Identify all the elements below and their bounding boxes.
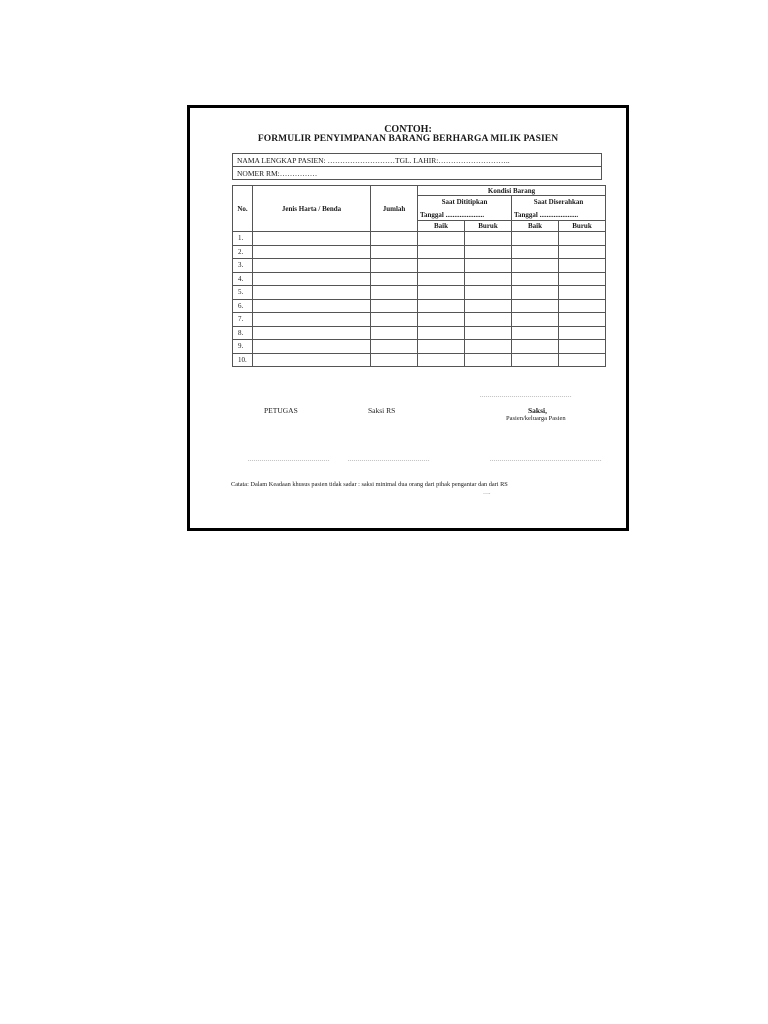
row-number: 4. (233, 272, 253, 286)
row-item (253, 340, 371, 354)
row-item (253, 299, 371, 313)
table-row (233, 272, 606, 286)
row-return-good (512, 299, 559, 313)
row-qty (371, 272, 418, 286)
signature-line-saksi-rs: ......................................... (348, 457, 430, 463)
form-subtitle: FORMULIR PENYIMPANAN BARANG BERHARGA MILIK PASIEN (257, 134, 559, 144)
row-qty (371, 340, 418, 354)
header-no: No. (233, 186, 253, 232)
header-deposit (418, 196, 512, 221)
table-row (233, 353, 606, 367)
table-row (233, 245, 606, 259)
row-qty (371, 232, 418, 246)
footer-note-dots: …. (483, 490, 491, 496)
row-return-bad (559, 313, 606, 327)
row-qty (371, 326, 418, 340)
row-deposit-good (418, 259, 465, 273)
table-row (233, 313, 606, 327)
patient-name-field: NAMA LENGKAP PASIEN: ………………………TGL. LAHIR:……………………….. (233, 154, 602, 167)
row-return-bad (559, 272, 606, 286)
return-date: Tanggal ...................... (514, 211, 579, 219)
row-deposit-bad (465, 353, 512, 367)
saksi-sub-label: Pasien/keluarga Pasien (506, 415, 566, 422)
row-deposit-good (418, 286, 465, 300)
row-number: 7. (233, 313, 253, 327)
row-return-good (512, 245, 559, 259)
saksi-label: Saksi, (528, 406, 547, 415)
table-row (233, 326, 606, 340)
row-number: 10. (233, 353, 253, 367)
row-item (253, 326, 371, 340)
row-deposit-good (418, 340, 465, 354)
row-return-good (512, 313, 559, 327)
row-return-bad (559, 286, 606, 300)
header-deposit-good: Baik (418, 221, 465, 232)
row-return-bad (559, 326, 606, 340)
row-qty (371, 286, 418, 300)
row-item (253, 286, 371, 300)
form-document (187, 105, 629, 531)
row-deposit-bad (465, 259, 512, 273)
row-qty (371, 313, 418, 327)
item-rows (233, 232, 606, 367)
row-return-good (512, 259, 559, 273)
patient-rm-field: NOMER RM:…………… (233, 167, 602, 180)
row-item (253, 259, 371, 273)
header-return (512, 196, 606, 221)
row-return-bad (559, 232, 606, 246)
row-deposit-bad (465, 272, 512, 286)
row-number: 8. (233, 326, 253, 340)
table-row (233, 299, 606, 313)
row-item (253, 272, 371, 286)
header-deposit-bad: Buruk (465, 221, 512, 232)
row-deposit-good (418, 299, 465, 313)
signature-line-petugas: ......................................... (248, 457, 330, 463)
row-number: 2. (233, 245, 253, 259)
header-return-good: Baik (512, 221, 559, 232)
row-number: 9. (233, 340, 253, 354)
signature-line-saksi: ........................................................ (490, 457, 602, 463)
row-return-good (512, 286, 559, 300)
return-label: Saat Diserahkan (533, 198, 584, 206)
row-return-bad (559, 259, 606, 273)
footer-note: Catata: Dalam Keadaan khusus pasien tidak sadar : saksi minimal dua orang dari pihak pengantar dan dari RS (231, 481, 508, 488)
row-number: 3. (233, 259, 253, 273)
row-deposit-bad (465, 245, 512, 259)
row-deposit-good (418, 272, 465, 286)
saksi-rs-label: Saksi RS (368, 406, 396, 415)
row-deposit-bad (465, 286, 512, 300)
row-number: 5. (233, 286, 253, 300)
row-return-bad (559, 340, 606, 354)
petugas-label: PETUGAS (264, 406, 298, 415)
row-item (253, 232, 371, 246)
signature-line-top: .............................................. (480, 393, 572, 399)
header-return-bad: Buruk (559, 221, 606, 232)
table-row (233, 232, 606, 246)
header-item: Jenis Harta / Benda (253, 186, 371, 232)
row-number: 6. (233, 299, 253, 313)
table-row (233, 286, 606, 300)
row-deposit-good (418, 353, 465, 367)
header-condition: Kondisi Barang (418, 186, 606, 196)
row-return-bad (559, 353, 606, 367)
table-row (233, 259, 606, 273)
row-qty (371, 353, 418, 367)
row-return-bad (559, 245, 606, 259)
row-qty (371, 299, 418, 313)
patient-info-table (232, 153, 602, 180)
row-deposit-bad (465, 326, 512, 340)
row-deposit-good (418, 232, 465, 246)
row-qty (371, 245, 418, 259)
row-return-good (512, 353, 559, 367)
header-qty: Jumlah (371, 186, 418, 232)
row-deposit-bad (465, 313, 512, 327)
deposit-label: Saat Dititipkan (441, 198, 488, 206)
row-item (253, 353, 371, 367)
row-return-good (512, 232, 559, 246)
row-qty (371, 259, 418, 273)
row-return-good (512, 340, 559, 354)
row-number: 1. (233, 232, 253, 246)
row-deposit-good (418, 326, 465, 340)
row-return-good (512, 272, 559, 286)
items-table (232, 185, 606, 367)
deposit-date: Tanggal ...................... (420, 211, 485, 219)
row-deposit-bad (465, 232, 512, 246)
row-item (253, 313, 371, 327)
table-row (233, 340, 606, 354)
row-item (253, 245, 371, 259)
row-deposit-good (418, 245, 465, 259)
row-return-good (512, 326, 559, 340)
row-deposit-bad (465, 299, 512, 313)
form-title: CONTOH: (384, 124, 432, 135)
row-deposit-bad (465, 340, 512, 354)
row-deposit-good (418, 313, 465, 327)
row-return-bad (559, 299, 606, 313)
